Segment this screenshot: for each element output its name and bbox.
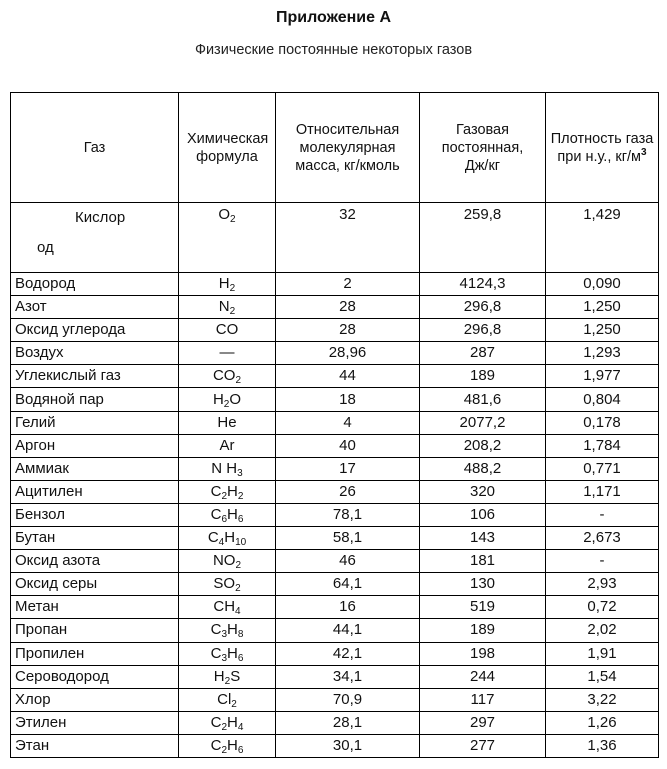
formula-subscript: 3 bbox=[237, 467, 243, 479]
header-gas: Газ bbox=[11, 93, 179, 203]
formula-symbol: CO bbox=[212, 367, 236, 385]
gas-constant-cell: 4124,3 bbox=[420, 273, 546, 296]
gas-name-cell: Оксид серы bbox=[11, 573, 179, 596]
molar-mass-cell: 30,1 bbox=[276, 734, 420, 757]
density-cell: 0,090 bbox=[546, 273, 659, 296]
gas-name-cell: Пропилен bbox=[11, 642, 179, 665]
density-cell: - bbox=[546, 550, 659, 573]
molar-mass-cell: 26 bbox=[276, 480, 420, 503]
gas-constant-cell: 143 bbox=[420, 527, 546, 550]
chemical-formula-cell bbox=[179, 734, 276, 757]
gas-constant-cell: 481,6 bbox=[420, 388, 546, 411]
formula-symbol: C bbox=[210, 621, 222, 639]
formula-symbol: H bbox=[218, 275, 230, 293]
formula-subscript: 6 bbox=[237, 513, 244, 525]
formula-symbol: SO bbox=[213, 575, 236, 593]
gas-name-cell: Сероводород bbox=[11, 665, 179, 688]
formula-subscript: 2 bbox=[223, 398, 230, 410]
chemical-formula-cell bbox=[179, 550, 276, 573]
density-cell: 0,804 bbox=[546, 388, 659, 411]
table-row bbox=[11, 457, 659, 480]
formula-symbol: O bbox=[229, 390, 242, 408]
density-cell: 2,673 bbox=[546, 527, 659, 550]
table-row bbox=[11, 503, 659, 526]
table-row bbox=[11, 573, 659, 596]
gas-constant-cell: 259,8 bbox=[420, 203, 546, 273]
chemical-formula-cell bbox=[179, 273, 276, 296]
gas-constant-cell: 198 bbox=[420, 642, 546, 665]
gas-constant-cell: 296,8 bbox=[420, 319, 546, 342]
header-density-exponent: 3 bbox=[641, 146, 647, 158]
chemical-formula-cell bbox=[179, 457, 276, 480]
gas-constant-cell: 519 bbox=[420, 596, 546, 619]
molar-mass-cell: 17 bbox=[276, 457, 420, 480]
formula-subscript: 3 bbox=[221, 652, 227, 664]
density-cell: 2,02 bbox=[546, 619, 659, 642]
formula-subscript: 4 bbox=[235, 606, 241, 618]
formula-subscript: 8 bbox=[237, 629, 244, 641]
chemical-formula-cell bbox=[179, 203, 276, 273]
gas-name-cell bbox=[11, 203, 179, 273]
chemical-formula-cell bbox=[179, 642, 276, 665]
chemical-formula-cell bbox=[179, 365, 276, 388]
gas-name-cell: Водород bbox=[11, 273, 179, 296]
table-row bbox=[11, 711, 659, 734]
formula-symbol: H bbox=[227, 482, 238, 500]
gas-name-cell: Ацитилен bbox=[11, 480, 179, 503]
header-density bbox=[546, 93, 659, 203]
molar-mass-cell: 18 bbox=[276, 388, 420, 411]
formula-symbol: CO bbox=[215, 321, 239, 339]
density-cell: 1,250 bbox=[546, 296, 659, 319]
density-cell: 1,250 bbox=[546, 319, 659, 342]
molar-mass-cell: 4 bbox=[276, 411, 420, 434]
gas-name-cell: Бензол bbox=[11, 503, 179, 526]
formula-subscript: 4 bbox=[237, 721, 244, 733]
gas-constant-cell: 106 bbox=[420, 503, 546, 526]
table-row bbox=[11, 273, 659, 296]
density-cell: 1,977 bbox=[546, 365, 659, 388]
table-row bbox=[11, 203, 659, 273]
chemical-formula-cell bbox=[179, 480, 276, 503]
formula-symbol: C bbox=[210, 644, 222, 662]
formula-symbol: C bbox=[210, 713, 222, 731]
table-row bbox=[11, 411, 659, 434]
formula-symbol: Ar bbox=[219, 436, 235, 454]
formula-symbol: H bbox=[227, 644, 238, 662]
gas-name-cell: Гелий bbox=[11, 411, 179, 434]
table-row bbox=[11, 480, 659, 503]
formula-subscript: 6 bbox=[237, 652, 244, 664]
formula-symbol: C bbox=[210, 482, 222, 500]
molar-mass-cell: 16 bbox=[276, 596, 420, 619]
molar-mass-cell: 70,9 bbox=[276, 688, 420, 711]
chemical-formula-cell bbox=[179, 342, 276, 365]
gas-name-cell: Пропан bbox=[11, 619, 179, 642]
formula-subscript: 3 bbox=[221, 629, 227, 641]
formula-subscript: 4 bbox=[218, 537, 225, 549]
gas-constant-cell: 189 bbox=[420, 619, 546, 642]
gas-name-cell: Этан bbox=[11, 734, 179, 757]
gas-name-cell: Оксид азота bbox=[11, 550, 179, 573]
gas-constant-cell: 287 bbox=[420, 342, 546, 365]
chemical-formula-cell bbox=[179, 388, 276, 411]
density-cell: 1,36 bbox=[546, 734, 659, 757]
formula-symbol: O bbox=[218, 206, 231, 223]
formula-subscript: 2 bbox=[235, 560, 242, 572]
gas-name-line-2: од bbox=[37, 239, 54, 256]
chemical-formula-cell bbox=[179, 711, 276, 734]
gas-name-line-1: Кислор bbox=[75, 209, 126, 226]
gas-name-cell: Водяной пар bbox=[11, 388, 179, 411]
formula-symbol: S bbox=[230, 667, 241, 685]
chemical-formula-cell bbox=[179, 319, 276, 342]
table-row bbox=[11, 342, 659, 365]
molar-mass-cell: 32 bbox=[276, 203, 420, 273]
gas-constant-cell: 181 bbox=[420, 550, 546, 573]
table-row bbox=[11, 388, 659, 411]
gas-name-cell: Аммиак bbox=[11, 457, 179, 480]
chemical-formula-cell bbox=[179, 596, 276, 619]
formula-subscript: 2 bbox=[235, 583, 241, 595]
formula-symbol: N H bbox=[211, 459, 238, 477]
formula-subscript: 2 bbox=[229, 283, 236, 295]
formula-symbol: N bbox=[218, 298, 230, 316]
formula-subscript: 2 bbox=[231, 698, 237, 710]
gas-constant-cell: 297 bbox=[420, 711, 546, 734]
formula-subscript: 2 bbox=[230, 214, 236, 225]
formula-symbol: CH bbox=[213, 598, 236, 616]
table-row bbox=[11, 550, 659, 573]
molar-mass-cell: 58,1 bbox=[276, 527, 420, 550]
formula-symbol: — bbox=[219, 344, 235, 362]
table-caption: Физические постоянные некоторых газов bbox=[194, 42, 473, 58]
header-gas-constant: Газовая постоянная, Дж/кг bbox=[420, 93, 546, 203]
density-cell: 0,771 bbox=[546, 457, 659, 480]
formula-subscript: 2 bbox=[221, 490, 227, 502]
density-cell: 1,54 bbox=[546, 665, 659, 688]
gas-name-cell: Воздух bbox=[11, 342, 179, 365]
gas-constant-cell: 488,2 bbox=[420, 457, 546, 480]
density-cell: 1,26 bbox=[546, 711, 659, 734]
formula-subscript: 2 bbox=[221, 744, 227, 756]
molar-mass-cell: 44,1 bbox=[276, 619, 420, 642]
gas-name-cell: Азот bbox=[11, 296, 179, 319]
density-cell: - bbox=[546, 503, 659, 526]
formula-symbol: C bbox=[210, 736, 222, 754]
molar-mass-cell: 64,1 bbox=[276, 573, 420, 596]
gas-constant-cell: 117 bbox=[420, 688, 546, 711]
formula-symbol: C bbox=[207, 529, 219, 547]
table-row bbox=[11, 527, 659, 550]
formula-symbol: C bbox=[210, 505, 222, 523]
table-row bbox=[11, 688, 659, 711]
density-cell: 1,429 bbox=[546, 203, 659, 273]
molar-mass-cell: 46 bbox=[276, 550, 420, 573]
table-body bbox=[11, 203, 659, 758]
table-row bbox=[11, 619, 659, 642]
gas-constant-cell: 320 bbox=[420, 480, 546, 503]
table-row bbox=[11, 665, 659, 688]
table-row bbox=[11, 296, 659, 319]
formula-subscript: 2 bbox=[224, 675, 231, 687]
formula-subscript: 2 bbox=[237, 490, 244, 502]
formula-subscript: 6 bbox=[221, 513, 227, 525]
header-formula: Химическая формула bbox=[179, 93, 276, 203]
density-cell: 3,22 bbox=[546, 688, 659, 711]
formula-symbol: H bbox=[213, 667, 225, 685]
table-row bbox=[11, 734, 659, 757]
header-molar-mass: Относительная молекулярная масса, кг/кмоль bbox=[276, 93, 420, 203]
chemical-formula-cell bbox=[179, 503, 276, 526]
density-cell: 2,93 bbox=[546, 573, 659, 596]
molar-mass-cell: 34,1 bbox=[276, 665, 420, 688]
chemical-formula-cell bbox=[179, 411, 276, 434]
chemical-formula-cell bbox=[179, 296, 276, 319]
molar-mass-cell: 28 bbox=[276, 296, 420, 319]
gas-constant-cell: 189 bbox=[420, 365, 546, 388]
formula-symbol: He bbox=[217, 413, 237, 431]
formula-subscript: 2 bbox=[235, 375, 242, 387]
formula-symbol: Cl bbox=[217, 690, 232, 708]
gas-constant-cell: 277 bbox=[420, 734, 546, 757]
chemical-formula-cell bbox=[179, 665, 276, 688]
molar-mass-cell: 42,1 bbox=[276, 642, 420, 665]
chemical-formula-cell bbox=[179, 527, 276, 550]
formula-symbol: H bbox=[227, 621, 238, 639]
chemical-formula-cell bbox=[179, 619, 276, 642]
molar-mass-cell: 28 bbox=[276, 319, 420, 342]
gas-name-cell: Этилен bbox=[11, 711, 179, 734]
molar-mass-cell: 44 bbox=[276, 365, 420, 388]
molar-mass-cell: 28,96 bbox=[276, 342, 420, 365]
density-cell: 1,293 bbox=[546, 342, 659, 365]
formula-symbol: H bbox=[227, 736, 238, 754]
formula-subscript: 2 bbox=[229, 306, 236, 318]
gas-name-cell: Углекислый газ bbox=[11, 365, 179, 388]
density-cell: 1,171 bbox=[546, 480, 659, 503]
formula-symbol: NO bbox=[212, 552, 236, 570]
formula-subscript: 2 bbox=[221, 721, 227, 733]
gas-name-cell: Бутан bbox=[11, 527, 179, 550]
molar-mass-cell: 2 bbox=[276, 273, 420, 296]
gas-constant-cell: 130 bbox=[420, 573, 546, 596]
table-row bbox=[11, 596, 659, 619]
formula-subscript: 10 bbox=[235, 537, 247, 549]
formula-subscript: 6 bbox=[237, 744, 244, 756]
gas-constant-cell: 208,2 bbox=[420, 434, 546, 457]
density-cell: 0,178 bbox=[546, 411, 659, 434]
density-cell: 1,91 bbox=[546, 642, 659, 665]
formula-symbol: H bbox=[227, 713, 238, 731]
density-cell: 1,784 bbox=[546, 434, 659, 457]
table-row bbox=[11, 434, 659, 457]
gas-constants-table bbox=[10, 92, 659, 758]
molar-mass-cell: 40 bbox=[276, 434, 420, 457]
gas-constant-cell: 2077,2 bbox=[420, 411, 546, 434]
gas-constant-cell: 244 bbox=[420, 665, 546, 688]
table-row bbox=[11, 365, 659, 388]
formula-symbol: H bbox=[227, 505, 238, 523]
molar-mass-cell: 28,1 bbox=[276, 711, 420, 734]
table-row bbox=[11, 319, 659, 342]
table-row bbox=[11, 642, 659, 665]
molar-mass-cell: 78,1 bbox=[276, 503, 420, 526]
table-header-row bbox=[11, 93, 659, 203]
header-density-text: Плотность газа при н.у., кг/м bbox=[550, 130, 654, 165]
gas-name-cell: Метан bbox=[11, 596, 179, 619]
chemical-formula-cell bbox=[179, 573, 276, 596]
gas-name-cell: Хлор bbox=[11, 688, 179, 711]
formula-symbol: H bbox=[212, 390, 224, 408]
gas-name-cell: Оксид углерода bbox=[11, 319, 179, 342]
density-cell: 0,72 bbox=[546, 596, 659, 619]
gas-constant-cell: 296,8 bbox=[420, 296, 546, 319]
formula-symbol: H bbox=[224, 529, 236, 547]
chemical-formula-cell bbox=[179, 434, 276, 457]
gas-name-cell: Аргон bbox=[11, 434, 179, 457]
appendix-heading: Приложение А bbox=[275, 9, 392, 26]
chemical-formula-cell bbox=[179, 688, 276, 711]
